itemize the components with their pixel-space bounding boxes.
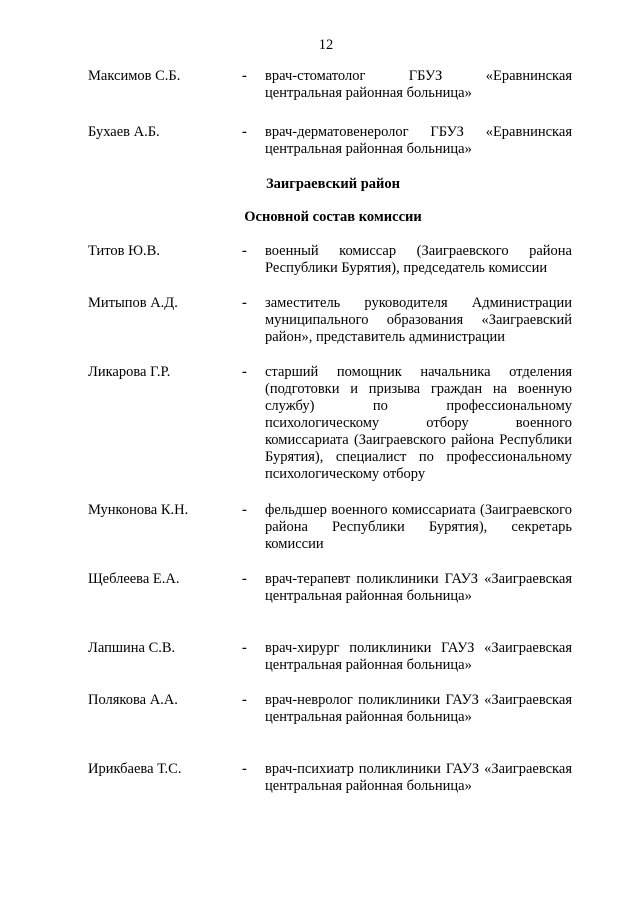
member-position: врач-невролог поликлиники ГАУЗ «Заиграевская центральная районная больница»	[265, 692, 572, 725]
member-name: Титов Ю.В.	[88, 243, 160, 259]
dash-separator: -	[242, 124, 247, 140]
member-name: Лапшина С.В.	[88, 640, 176, 656]
dash-separator: -	[242, 243, 247, 259]
member-position: военный комиссар (Заиграевского района Республики Бурятия), председатель комиссии	[265, 243, 572, 276]
dash-separator: -	[242, 640, 247, 656]
member-position: заместитель руководителя Администрации муниципального образования «Заиграевский район», представитель администрации	[265, 295, 572, 345]
dash-separator: -	[242, 68, 247, 84]
member-position: врач-стоматолог ГБУЗ «Еравнинская центральная районная больница»	[265, 68, 572, 101]
member-position: фельдшер военного комиссариата (Заиграевского района Республики Бурятия), секретарь комиссии	[265, 502, 572, 552]
district-heading: Заиграевский район	[266, 176, 400, 192]
member-position: врач-терапевт поликлиники ГАУЗ «Заиграевская центральная районная больница»	[265, 571, 572, 604]
member-name: Ирикбаева Т.С.	[88, 761, 182, 777]
member-name: Щеблеева Е.А.	[88, 571, 180, 587]
member-position: врач-психиатр поликлиники ГАУЗ «Заиграевская центральная районная больница»	[265, 761, 572, 794]
dash-separator: -	[242, 364, 247, 380]
page-number: 12	[318, 37, 334, 53]
dash-separator: -	[242, 502, 247, 518]
dash-separator: -	[242, 692, 247, 708]
dash-separator: -	[242, 295, 247, 311]
member-position: врач-дерматовенеролог ГБУЗ «Еравнинская центральная районная больница»	[265, 124, 572, 157]
member-name: Митыпов А.Д.	[88, 295, 178, 311]
dash-separator: -	[242, 761, 247, 777]
member-name: Максимов С.Б.	[88, 68, 181, 84]
member-position: врач-хирург поликлиники ГАУЗ «Заиграевская центральная районная больница»	[265, 640, 572, 673]
member-name: Мунконова К.Н.	[88, 502, 189, 518]
member-name: Бухаев А.Б.	[88, 124, 160, 140]
member-name: Полякова А.А.	[88, 692, 178, 708]
dash-separator: -	[242, 571, 247, 587]
section-heading: Основной состав комиссии	[244, 209, 422, 225]
member-position: старший помощник начальника отделения (подготовки и призыва граждан на военную службу) по профессиональному психологическому отбору военного комиссариата (Заиграевского района Республики Бурятия), специалист по профессиональному психологическому отбору	[265, 364, 572, 482]
member-name: Ликарова Г.Р.	[88, 364, 171, 380]
